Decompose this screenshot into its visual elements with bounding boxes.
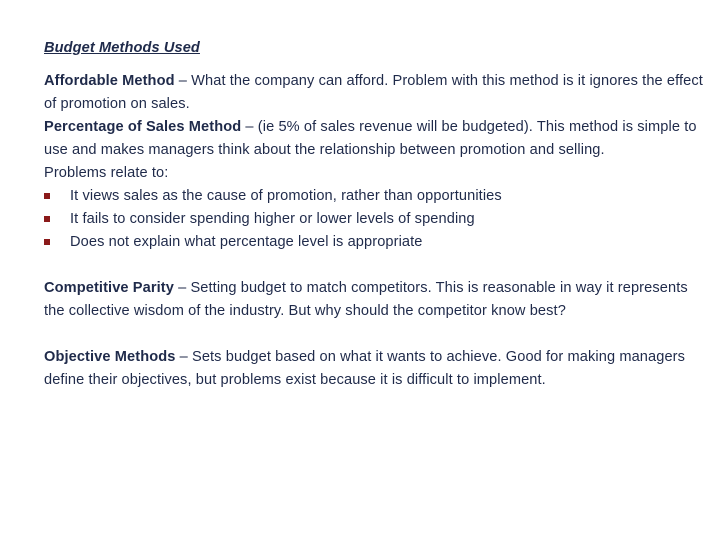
affordable-method-paragraph	[44, 70, 704, 116]
affordable-method-term: Affordable Method	[44, 73, 175, 89]
percentage-method-text: – (ie 5% of sales revenue will be budgeted). This method is simple to use and makes managers think about the relationship between promotion and selling.	[44, 119, 697, 158]
list-item	[44, 185, 704, 208]
slide-content	[44, 37, 704, 392]
competitive-parity-paragraph	[44, 277, 704, 323]
square-bullet-icon	[44, 193, 50, 199]
competitive-parity-text: – Setting budget to match competitors. This is reasonable in way it represents the collective wisdom of the industry. But why should the competitor know best?	[44, 280, 688, 319]
list-item	[44, 231, 704, 254]
list-item	[44, 208, 704, 231]
percentage-method-paragraph	[44, 116, 704, 162]
problems-list	[44, 185, 704, 254]
problems-intro: Problems relate to:	[44, 165, 169, 181]
square-bullet-icon	[44, 216, 50, 222]
problem-text: Does not explain what percentage level is appropriate	[70, 234, 423, 250]
square-bullet-icon	[44, 239, 50, 245]
slide-title: Budget Methods Used	[44, 40, 200, 56]
objective-methods-text: – Sets budget based on what it wants to achieve. Good for making managers define their objectives, but problems exist because it is difficult to implement.	[44, 349, 686, 388]
problem-text: It fails to consider spending higher or lower levels of spending	[70, 211, 475, 227]
objective-methods-term: Objective Methods	[44, 349, 176, 365]
competitive-parity-term: Competitive Parity	[44, 280, 174, 296]
affordable-method-text: – What the company can afford. Problem with this method is it ignores the effect of promotion on sales.	[44, 73, 703, 112]
percentage-method-term: Percentage of Sales Method	[44, 119, 242, 135]
objective-methods-paragraph	[44, 346, 704, 392]
problem-text: It views sales as the cause of promotion, rather than opportunities	[70, 188, 502, 204]
